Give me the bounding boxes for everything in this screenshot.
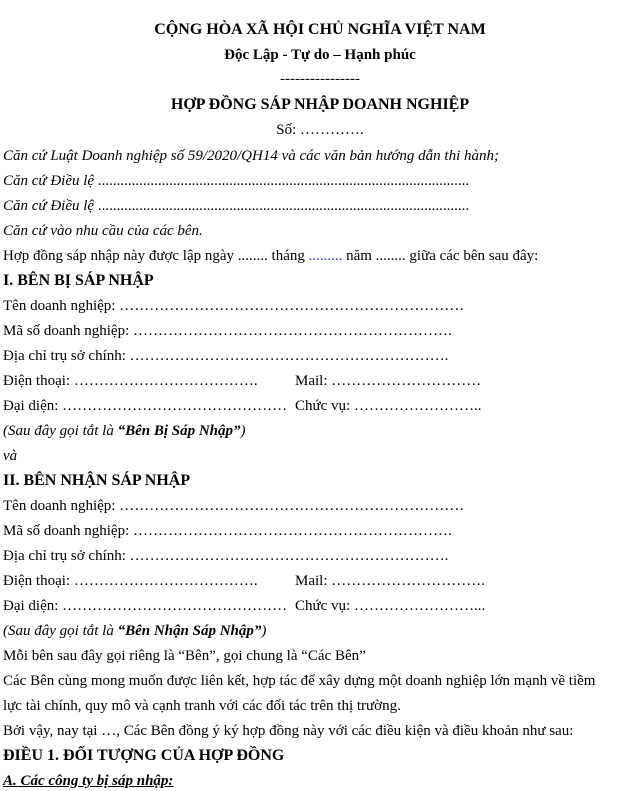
naming-note: Mỗi bên sau đây gọi riêng là “Bên”, gọi chung là “Các Bên” [3,648,366,664]
purpose-line: Các Bên cùng mong muốn được liên kết, hợp tác để xây dựng một doanh nghiệp lớn mạnh về tiềm [3,673,596,689]
legal-basis-needs: Căn cứ vào nhu cầu của các bên. [3,223,203,239]
party-a-phone: Điện thoại: ………………………………. [3,373,258,389]
party-b-phone: Điện thoại: ………………………………. [3,573,258,589]
party-b-representative: Đại diện: ……………………………………… [3,598,288,614]
party-a-alias [3,421,246,441]
party-a-representative: Đại diện: ……………………………………… [3,398,288,414]
alias-suffix: ) [261,623,267,639]
party-b-alias [3,621,266,641]
party-a-position: Chức vụ: …………………….. [295,398,482,414]
date-line-part2: năm ........ giữa các bên sau đây: [342,248,539,264]
party-b-company-name: Tên doanh nghiệp: …………………………………………………………… [3,498,465,514]
party-a-company-name: Tên doanh nghiệp: …………………………………………………………… [3,298,465,314]
party-b-tax-code: Mã số doanh nghiệp: ………………………………………………………. [3,523,452,539]
legal-basis-dots: ................................................................................................... [97,198,470,214]
legal-basis-lead: Căn cứ Điều lệ [3,198,98,214]
legal-basis-lead: Căn cứ Điều lệ [3,173,98,189]
agreement-line: Bởi vậy, nay tại …, Các Bên đồng ý ký hợp đồng này với các điều kiện và điều khoản như sau: [3,723,574,739]
purpose-line: lực tài chính, quy mô và cạnh tranh với các đối tác trên thị trường. [3,698,401,714]
legal-basis-law: Căn cứ Luật Doanh nghiệp số 59/2020/QH14 và các văn bản hướng dẫn thi hành; [3,148,499,164]
alias-name: “Bên Bị Sáp Nhập” [117,423,241,439]
legal-basis-dots: ................................................................................................... [97,173,470,189]
motto: Độc Lập - Tự do – Hạnh phúc [224,47,416,63]
party-a-address: Địa chỉ trụ sở chính: ………………………………………………………. [3,348,449,364]
article-1-subheading: A. Các công ty bị sáp nhập: [3,773,174,789]
date-line [3,246,538,266]
party-b-mail: Mail: …………………………. [295,573,485,589]
alias-suffix: ) [240,423,246,439]
alias-prefix: (Sau đây gọi tắt là [3,623,118,639]
party-a-tax-code: Mã số doanh nghiệp: ………………………………………………………. [3,323,452,339]
alias-name: “Bên Nhận Sáp Nhập” [117,623,262,639]
date-line-part1: Hợp đồng sáp nhập này được lập ngày ........ tháng [3,248,309,264]
legal-basis-charter [3,171,469,191]
nation-heading: CỘNG HÒA XÃ HỘI CHỦ NGHĨA VIỆT NAM [154,21,486,38]
party-b-position: Chức vụ: ……………………... [295,598,486,614]
divider: ---------------- [280,71,360,87]
legal-basis-charter [3,196,469,216]
article-1-heading: ĐIỀU 1. ĐỐI TƯỢNG CỦA HỢP ĐỒNG [3,747,285,764]
conjunction: và [3,448,18,464]
month-dots: ......... [308,248,343,264]
contract-number: Số: …………. [276,122,364,138]
party-b-heading: II. BÊN NHẬN SÁP NHẬP [3,472,191,489]
document-title: HỢP ĐỒNG SÁP NHẬP DOANH NGHIỆP [170,96,470,113]
party-a-mail: Mail: ………………………… [295,373,482,389]
alias-prefix: (Sau đây gọi tắt là [3,423,118,439]
party-a-heading: I. BÊN BỊ SÁP NHẬP [3,272,154,289]
party-b-address: Địa chỉ trụ sở chính: ………………………………………………………. [3,548,449,564]
